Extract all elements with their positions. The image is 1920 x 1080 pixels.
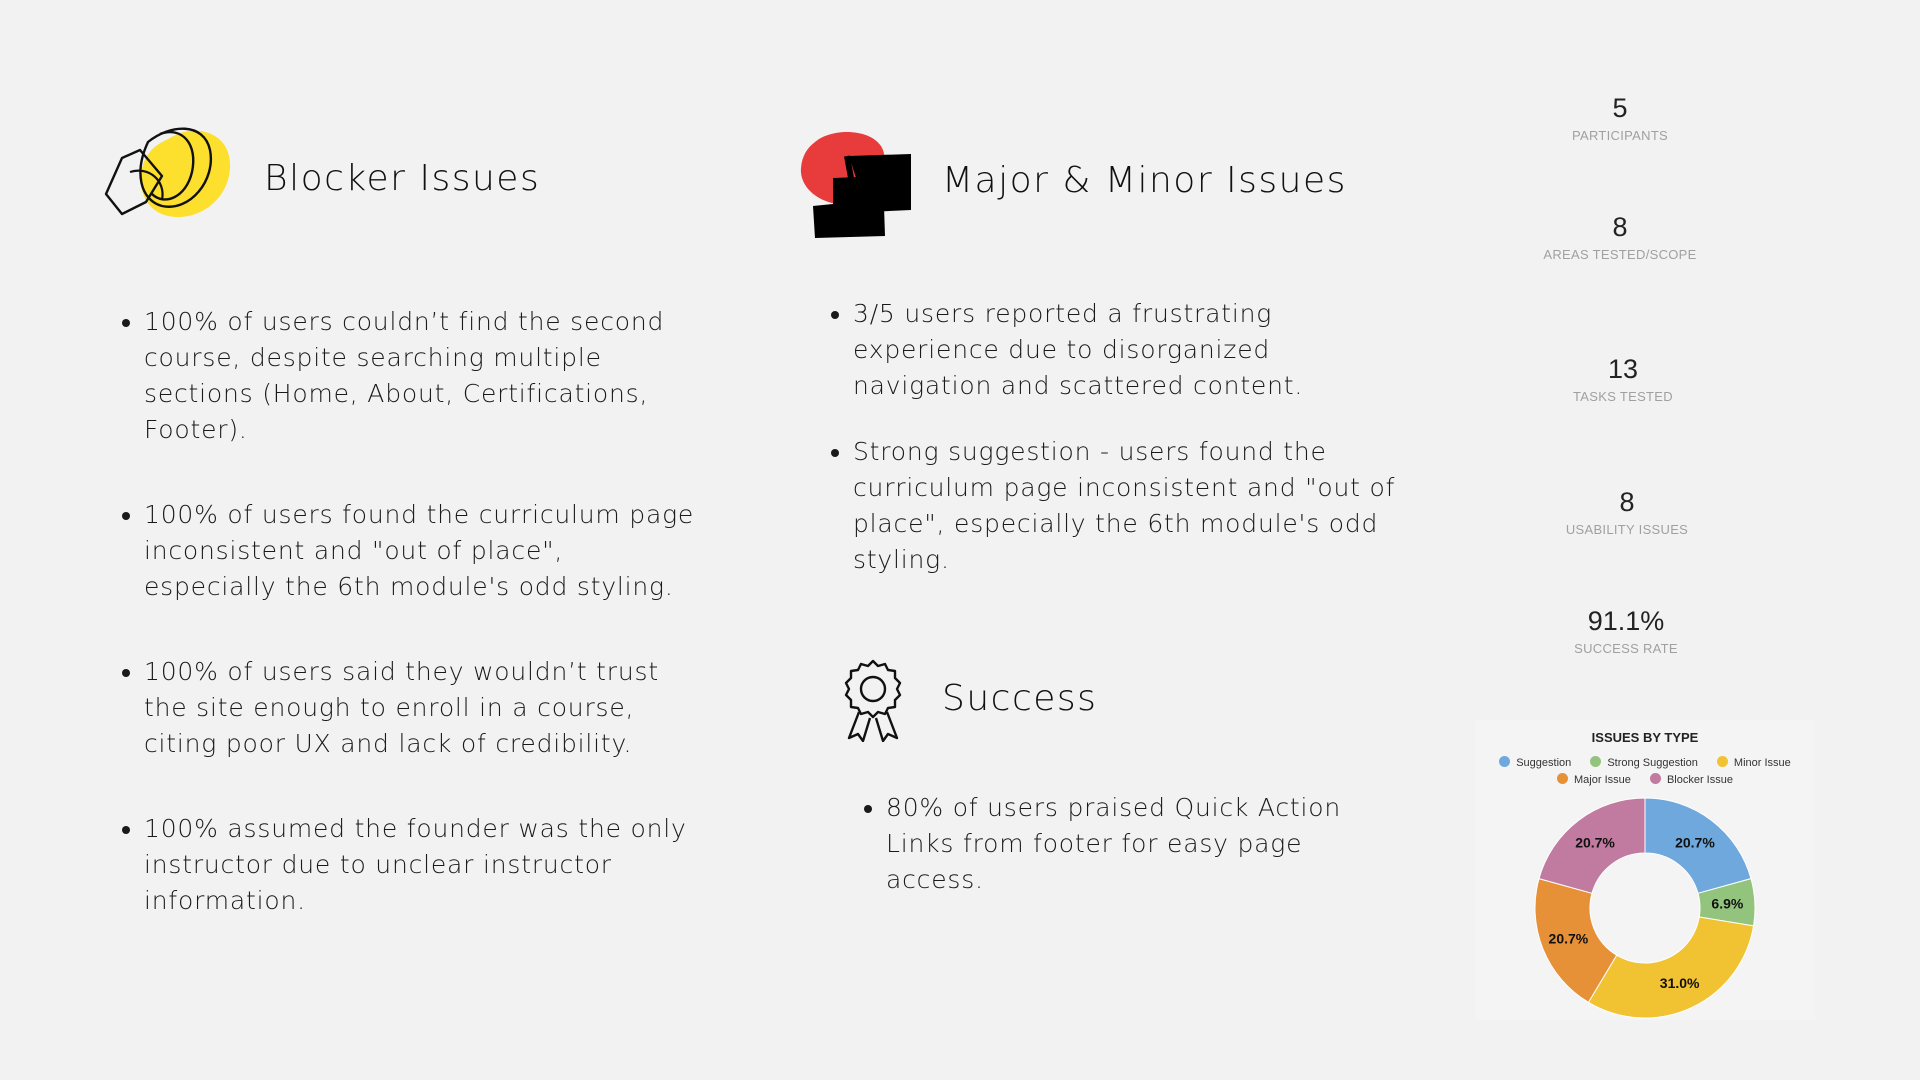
stat-value: 8 xyxy=(1619,487,1635,517)
donut-slice-minor-issue xyxy=(1588,917,1753,1018)
success-list xyxy=(858,790,1346,898)
stat-label: PARTICIPANTS xyxy=(1571,128,1669,143)
stat-label: TASKS TESTED xyxy=(1573,389,1673,404)
stat-success-rate xyxy=(1506,605,1746,656)
slice-label: 6.9% xyxy=(1711,895,1744,912)
chart-legend-row-2 xyxy=(1475,773,1815,786)
blocker-issues-title: Blocker Issues xyxy=(264,158,541,199)
list-item: • 3/5 users reported a frustrating experience due to disorganized navigation and scattered content. xyxy=(853,296,1413,404)
issues-by-type-chart xyxy=(1475,720,1815,1020)
slice-label: 31.0% xyxy=(1659,974,1700,991)
legend-item xyxy=(1590,756,1698,769)
slice-label: 20.7% xyxy=(1548,930,1589,947)
legend-swatch xyxy=(1590,756,1601,767)
legend-label: Strong Suggestion xyxy=(1607,757,1698,769)
legend-item xyxy=(1650,773,1733,786)
legend-label: Minor Issue xyxy=(1733,757,1791,769)
stat-label: AREAS TESTED/SCOPE xyxy=(1543,247,1697,262)
blocker-issues-list xyxy=(116,304,704,919)
legend-swatch xyxy=(1499,756,1510,767)
red-black-blocks-icon xyxy=(795,128,915,240)
stat-usability-issues xyxy=(1507,486,1747,537)
stat-value: 13 xyxy=(1607,354,1639,384)
list-item: • 100% of users found the curriculum page inconsistent and "out of place", especially the 6th module's odd styling. xyxy=(144,497,704,605)
list-item: • 100% of users couldn’t find the second course, despite searching multiple sections (Home, About, Certifications, Footer). xyxy=(144,304,704,448)
success-title: Success xyxy=(942,678,1098,719)
chart-title: ISSUES BY TYPE xyxy=(1591,730,1699,745)
list-item: • 80% of users praised Quick Action Links from footer for easy page access. xyxy=(886,790,1346,898)
chart-legend-row-1 xyxy=(1475,756,1815,769)
stat-label: SUCCESS RATE xyxy=(1574,641,1678,656)
list-item: • 100% assumed the founder was the only instructor due to unclear instructor information. xyxy=(144,811,704,919)
stat-value: 91.1% xyxy=(1587,606,1665,636)
legend-label: Suggestion xyxy=(1516,757,1572,769)
legend-label: Major Issue xyxy=(1574,774,1631,786)
legend-label: Blocker Issue xyxy=(1666,774,1733,786)
major-minor-issues-title: Major & Minor Issues xyxy=(942,160,1347,201)
stat-areas-tested xyxy=(1500,211,1740,262)
yellow-blob-scribble-icon xyxy=(100,120,235,225)
stat-value: 8 xyxy=(1612,212,1628,242)
legend-swatch xyxy=(1557,773,1568,784)
legend-swatch xyxy=(1650,773,1661,784)
award-ribbon-icon xyxy=(842,658,904,742)
legend-swatch xyxy=(1717,756,1728,767)
list-item: • 100% of users said they wouldn’t trust the site enough to enroll in a course, citing poor UX and lack of credibility. xyxy=(144,654,704,762)
legend-item xyxy=(1557,773,1631,786)
stat-label: USABILITY ISSUES xyxy=(1565,522,1689,537)
stat-value: 5 xyxy=(1612,93,1628,123)
donut-chart xyxy=(1525,794,1765,1020)
major-minor-issues-list xyxy=(825,296,1413,578)
slice-label: 20.7% xyxy=(1575,834,1615,851)
stat-tasks-tested xyxy=(1503,353,1743,404)
legend-item xyxy=(1499,756,1571,769)
legend-item xyxy=(1717,756,1791,769)
list-item: • Strong suggestion - users found the curriculum page inconsistent and "out of place", especially the 6th module's odd styling. xyxy=(853,434,1413,578)
slice-label: 20.7% xyxy=(1675,834,1715,851)
stat-participants xyxy=(1500,92,1740,143)
